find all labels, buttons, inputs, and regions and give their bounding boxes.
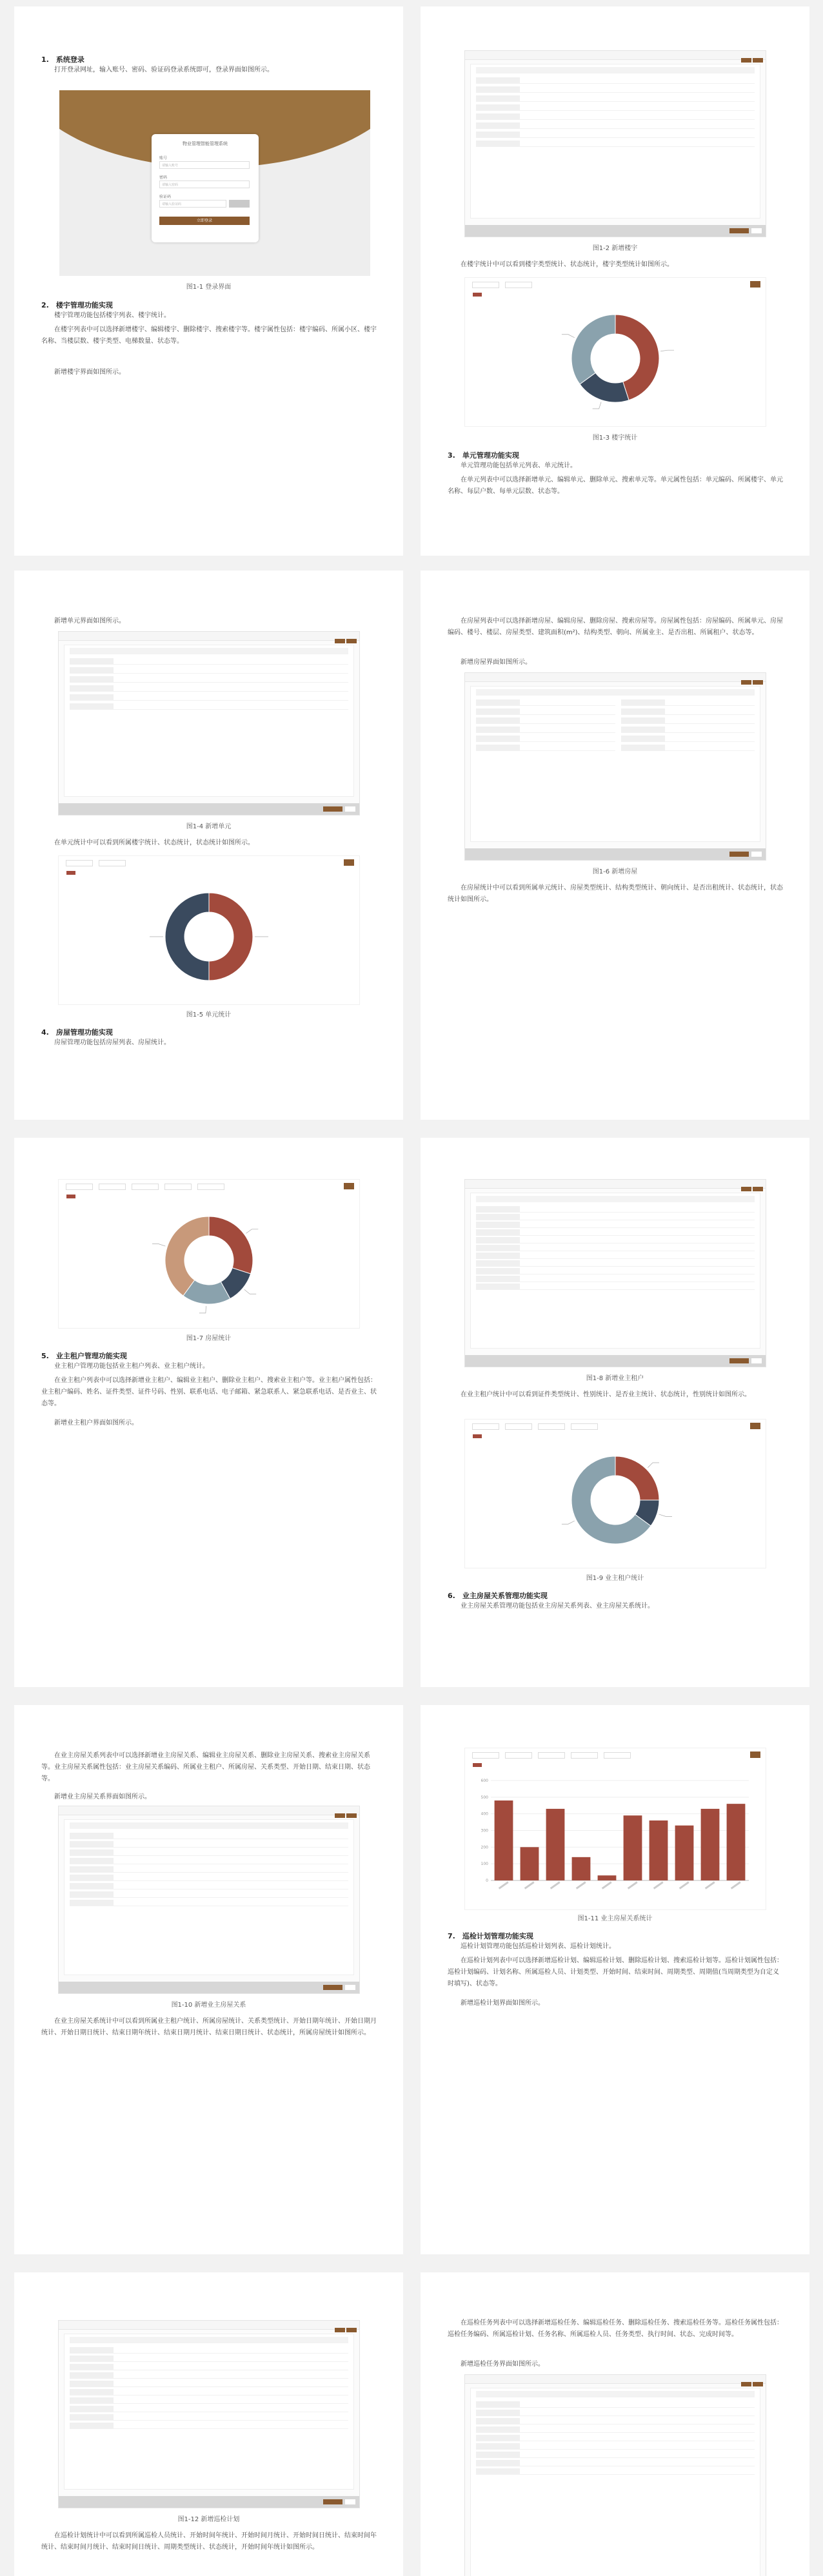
x-tick-label [628,1881,638,1889]
y-tick-label: 100 [481,1862,488,1867]
document-page-8 [421,1705,809,2254]
document-page-4 [421,571,809,1120]
x-tick-label [679,1881,689,1889]
x-tick-label [524,1881,535,1889]
bar [624,1815,642,1880]
form-panel [64,645,354,797]
y-tick-label: 600 [481,1779,488,1783]
slice-leader-line [152,1244,165,1246]
close-button[interactable] [345,1985,355,1990]
form-panel [470,686,760,842]
paragraph: 在楼宇统计中可以看到楼宇类型统计、状态统计，楼宇类型统计如图所示。 [461,261,673,268]
chart-screenshot [464,277,766,427]
captcha-input[interactable]: 请输入验证码 [159,200,226,208]
close-button[interactable] [345,2499,355,2504]
x-tick-label [576,1881,586,1889]
form-panel [470,1193,760,1349]
save-button[interactable] [323,806,342,812]
pie-slice [571,315,615,384]
paragraph: 打开登录网址，输入账号、密码、验证码登录系统即可，登录界面如图所示。 [54,66,273,73]
section-heading: 2. 楼宇管理功能实现 [41,301,113,309]
account-input[interactable]: 请输入账号 [159,161,250,169]
form-screenshot [464,50,766,237]
x-tick-label [731,1881,741,1889]
login-card [152,134,259,242]
save-button[interactable] [729,228,749,233]
paragraph: 在房屋列表中可以选择新增房屋、编辑房屋、删除房屋、搜索房屋等。房屋属性包括：房屋编码、所属单元、房屋编码、楼号、楼层、房屋类型、建筑面积(m²)、结构类型、朝向、所属业主、是否出租、所属租户、状态等。 [448,618,783,636]
chart-screenshot [464,1748,766,1910]
y-tick-label: 0 [486,1878,488,1883]
y-tick-label: 400 [481,1811,488,1817]
section-heading: 3. 单元管理功能实现 [448,451,519,460]
close-button[interactable] [751,228,762,233]
section-heading: 1. 系统登录 [41,55,84,64]
document-page-1 [14,6,403,556]
bar [572,1857,591,1880]
y-tick-label: 200 [481,1845,488,1850]
captcha-image[interactable] [229,200,250,208]
form-screenshot [464,672,766,861]
pie-chart-1 [465,278,766,426]
x-tick-label [602,1881,612,1889]
pie-slice [165,893,209,981]
x-tick-label [705,1881,715,1889]
close-button[interactable] [751,852,762,857]
section-heading: 7. 巡检计划管理功能实现 [448,1932,533,1940]
paragraph: 在巡检任务列表中可以选择新增巡检任务、编辑巡检任务、删除巡检任务、搜索巡检任务等。巡检任务属性包括：巡检任务编码、所属巡检计划、任务名称、所属巡检人员、任务类型、执行时间、状态、完成时间等。 [448,2319,783,2338]
pie-slice [209,1216,253,1274]
paragraph: 楼宇管理功能包括楼宇列表、楼宇统计。 [54,312,170,319]
form-panel [470,2388,760,2576]
slice-leader-line [593,402,601,409]
slice-leader-line [659,1514,672,1516]
close-button[interactable] [751,1358,762,1363]
document-page-2 [421,6,809,556]
bar [701,1809,720,1880]
paragraph: 业主租户管理功能包括业主租户列表、业主租户统计。 [54,1363,209,1370]
slice-leader-line [246,1229,258,1233]
y-tick-label: 300 [481,1828,488,1833]
figure-caption: 图1-7 房屋统计 [186,1335,232,1342]
x-tick-label [653,1881,664,1889]
figure-caption: 图1-4 新增单元 [186,823,232,830]
form-screenshot [58,631,360,815]
bar [495,1800,513,1880]
paragraph: 在房屋统计中可以看到所属单元统计、房屋类型统计、结构类型统计、朝向统计、是否出租统计、状态统计，状态统计如图所示。 [448,884,783,903]
paragraph: 在单元列表中可以选择新增单元、编辑单元、删除单元、搜索单元等。单元属性包括：单元编码、所属楼宇、单元名称、每层户数、每单元层数、状态等。 [448,476,783,495]
chart-screenshot [464,1419,766,1568]
pie-slice [209,893,253,981]
bar [546,1809,565,1880]
figure-caption: 图1-9 业主租户统计 [586,1575,644,1582]
pie-chart-2 [59,856,359,1004]
pie-chart-4 [465,1420,766,1568]
login-button[interactable]: 立即登录 [159,217,250,225]
paragraph: 在业主租户统计中可以看到证件类型统计、性别统计、是否业主统计、状态统计，性别统计如图所示。 [461,1391,751,1398]
paragraph: 在巡检计划统计中可以看到所属巡检人员统计、开始时间年统计、开始时间月统计、开始时间日统计、结束时间年统计、结束时间月统计、结束时间日统计、周期类型统计、状态统计，开始时间年统计如图所示。 [41,2532,377,2551]
document-page-9 [14,2272,403,2576]
section-heading: 6. 业主房屋关系管理功能实现 [448,1592,548,1600]
paragraph: 新增业主房屋关系界面如图所示。 [54,1793,151,1800]
x-tick-label [550,1881,560,1889]
section-heading: 4. 房屋管理功能实现 [41,1028,113,1037]
figure-caption: 图1-1 登录界面 [186,284,232,291]
paragraph: 新增巡检任务界面如图所示。 [461,2361,544,2368]
paragraph: 单元管理功能包括单元列表、单元统计。 [461,462,577,469]
paragraph: 新增巡检计划界面如图所示。 [461,2000,544,2007]
pie-chart-3 [59,1180,359,1328]
bar [598,1875,617,1880]
section-heading: 5. 业主租户管理功能实现 [41,1352,127,1360]
x-tick-label [499,1881,509,1889]
form-screenshot [58,1806,360,1994]
save-button[interactable] [323,1985,342,1990]
figure-caption: 图1-3 楼宇统计 [592,434,638,442]
figure-caption: 图1-8 新增业主租户 [586,1375,644,1382]
document-page-6 [421,1138,809,1687]
paragraph: 在业主房屋关系列表中可以选择新增业主房屋关系、编辑业主房屋关系、删除业主房屋关系、搜索业主房屋关系等。业主房屋关系属性包括：业主房屋关系编码、所属业主租户、所属房屋、关系类型、开始日期、结束日期、状态等。 [41,1752,370,1782]
bar [727,1804,746,1880]
figure-caption: 图1-12 新增巡检计划 [177,2516,240,2523]
paragraph: 新增业主租户界面如图所示。 [54,1420,138,1427]
captcha-label: 验证码 [159,195,172,199]
bar [675,1826,694,1880]
paragraph: 在业主房屋关系统计中可以看到所属业主租户统计、所属房屋统计、关系类型统计、开始日期年统计、开始日期月统计、开始日期日统计、结束日期年统计、结束日期月统计、结束日期日统计、状态统计，所属房屋统计如图所示。 [41,2018,377,2036]
figure-caption: 图1-6 新增房屋 [592,868,638,875]
figure-caption: 图1-11 业主房屋关系统计 [577,1915,653,1922]
form-screenshot [58,2320,360,2508]
paragraph: 新增房屋界面如图所示。 [461,659,531,666]
close-button[interactable] [345,806,355,812]
slice-leader-line [562,335,575,338]
save-button[interactable] [323,2499,342,2504]
chart-screenshot [58,855,360,1005]
bar [649,1820,668,1880]
password-label: 密码 [159,175,168,180]
document-page-5 [14,1138,403,1687]
y-tick-label: 500 [481,1795,488,1800]
paragraph: 在单元统计中可以看到所属楼宇统计、状态统计，状态统计如图所示。 [54,839,254,846]
bar-chart [465,1748,766,1909]
form-screenshot [464,1179,766,1367]
paragraph: 巡检计划管理功能包括巡检计划列表、巡检计划统计。 [461,1943,615,1950]
paragraph: 业主房屋关系管理功能包括业主房屋关系列表、业主房屋关系统计。 [461,1603,654,1610]
document-page-7 [14,1705,403,2254]
paragraph: 在业主租户列表中可以选择新增业主租户、编辑业主租户、删除业主租户、搜索业主租户等。业主租户属性包括：业主租户编码、姓名、证件类型、证件号码、性别、联系电话、电子邮箱、紧急联系人、紧急联系电话、是否业主、状态等。 [41,1377,377,1407]
paragraph: 房屋管理功能包括房屋列表、房屋统计。 [54,1039,170,1046]
document-page-10 [421,2272,809,2576]
save-button[interactable] [729,852,749,857]
paragraph: 新增楼宇界面如图所示。 [54,369,125,376]
slice-leader-line [244,1289,256,1294]
document-page-3 [14,571,403,1120]
slice-leader-line [199,1306,206,1313]
slice-leader-line [648,1463,659,1468]
form-panel [64,1819,354,1975]
figure-caption: 图1-5 单元统计 [186,1011,232,1019]
chart-screenshot [58,1179,360,1329]
form-panel [64,2334,354,2490]
account-label: 账号 [159,156,168,161]
paragraph: 在楼宇列表中可以选择新增楼宇、编辑楼宇、删除楼宇、搜索楼宇等。楼宇属性包括：楼宇编码、所属小区、楼宇名称、当楼层数、楼宇类型、电梯数量、状态等。 [41,326,377,345]
password-input[interactable]: 请输入密码 [159,181,250,188]
bar [521,1847,539,1880]
paragraph: 在巡检计划列表中可以选择新增巡检计划、编辑巡检计划、删除巡检计划、搜索巡检计划等。巡检计划属性包括：巡检计划编码、计划名称、所属巡检人员、计划类型、开始时间、结束时间、周期类型、周期值(当周期类型为自定义时填写)、状态等。 [448,1957,783,1987]
paragraph: 新增单元界面如图所示。 [54,618,125,625]
slice-leader-line [562,1521,575,1524]
figure-caption: 图1-2 新增楼宇 [592,245,638,252]
login-screenshot [59,90,370,276]
login-title: 物业管理智能管理系统 [183,141,228,146]
save-button[interactable] [729,1358,749,1363]
form-panel [470,64,760,219]
form-screenshot [464,2374,766,2576]
slice-leader-line [660,350,674,351]
figure-caption: 图1-10 新增业主房屋关系 [171,2002,246,2009]
